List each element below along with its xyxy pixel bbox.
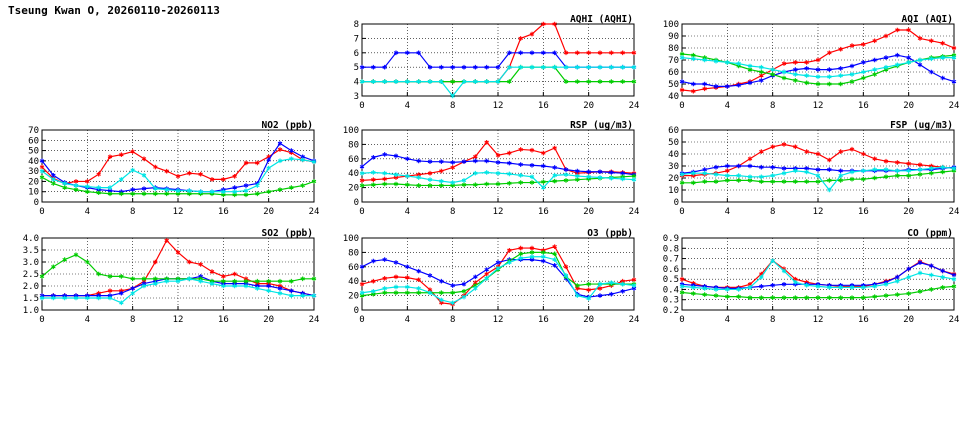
x-tick-label: 8	[449, 315, 456, 325]
y-tick-label: 0.7	[662, 254, 679, 265]
y-tick-label: 100	[662, 20, 679, 30]
chart-so2	[10, 228, 320, 326]
y-tick-label: 60	[348, 154, 359, 165]
y-tick-label: 40	[348, 169, 359, 180]
y-tick-label: 0.9	[662, 234, 679, 244]
x-tick-label: 8	[449, 207, 456, 217]
x-tick-label: 12	[172, 207, 184, 217]
x-tick-label: 8	[769, 101, 776, 111]
chart-fsp	[650, 120, 960, 218]
x-tick-label: 0	[679, 315, 685, 325]
x-tick-label: 16	[217, 315, 229, 325]
y-tick-label: 0.5	[662, 275, 679, 286]
x-tick-label: 20	[903, 207, 915, 217]
x-tick-label: 24	[628, 101, 640, 111]
y-tick-label: 70	[668, 56, 679, 66]
y-tick-label: 60	[668, 126, 679, 136]
chart-title: CO (ppm)	[907, 228, 953, 239]
y-tick-label: 4.0	[22, 234, 39, 244]
chart-o3	[330, 228, 640, 326]
y-tick-label: 1.0	[22, 306, 39, 316]
y-tick-label: 0.3	[662, 295, 679, 306]
x-tick-label: 20	[583, 101, 595, 111]
y-tick-label: 4	[353, 77, 359, 88]
y-tick-label: 30	[668, 162, 679, 172]
y-tick-label: 70	[28, 126, 39, 136]
x-tick-label: 4	[404, 315, 411, 325]
chart-aqhi	[330, 14, 640, 112]
x-tick-label: 12	[492, 207, 504, 217]
y-tick-label: 0	[353, 306, 359, 316]
chart-title: AQHI (AQHI)	[570, 14, 633, 25]
y-tick-label: 3	[353, 92, 359, 102]
chart-title: O3 (ppb)	[587, 228, 633, 239]
y-tick-label: 40	[348, 277, 359, 288]
y-tick-label: 50	[668, 80, 679, 90]
x-tick-label: 0	[359, 315, 365, 325]
y-tick-label: 40	[668, 150, 679, 160]
y-tick-label: 2.5	[22, 270, 39, 280]
y-tick-label: 10	[28, 187, 39, 198]
y-tick-label: 50	[668, 138, 679, 148]
plot-area	[330, 120, 640, 218]
y-tick-label: 40	[668, 92, 679, 102]
y-tick-label: 0	[673, 198, 679, 208]
x-tick-label: 24	[308, 207, 320, 217]
x-tick-label: 16	[217, 207, 229, 217]
plot-area	[650, 228, 960, 326]
x-tick-label: 24	[948, 207, 960, 217]
x-tick-label: 20	[583, 207, 595, 217]
y-tick-label: 30	[28, 167, 39, 178]
plot-area	[330, 228, 640, 326]
plot-area	[10, 120, 320, 218]
page-title: Tseung Kwan O, 20260110-20260113	[8, 4, 220, 17]
chart-title: FSP (ug/m3)	[890, 120, 953, 131]
y-tick-label: 6	[353, 48, 359, 59]
x-tick-label: 24	[628, 315, 640, 325]
y-tick-label: 100	[342, 234, 359, 244]
y-tick-label: 80	[668, 44, 679, 54]
x-tick-label: 12	[492, 101, 504, 111]
y-tick-label: 40	[28, 156, 39, 167]
y-tick-label: 5	[353, 63, 359, 74]
chart-title: AQI (AQI)	[901, 14, 953, 25]
x-tick-label: 8	[449, 101, 456, 111]
y-tick-label: 0.6	[662, 264, 679, 275]
y-tick-label: 20	[668, 174, 679, 184]
x-tick-label: 0	[359, 101, 365, 111]
x-tick-label: 16	[537, 315, 549, 325]
chart-no2	[10, 120, 320, 218]
x-tick-label: 8	[129, 315, 136, 325]
x-tick-label: 20	[583, 315, 595, 325]
x-tick-label: 0	[359, 207, 365, 217]
y-tick-label: 20	[348, 291, 359, 302]
plot-area	[650, 14, 960, 112]
chart-co	[650, 228, 960, 326]
x-tick-label: 20	[263, 315, 275, 325]
plot-area	[10, 228, 320, 326]
y-tick-label: 0	[353, 198, 359, 208]
x-tick-label: 16	[537, 207, 549, 217]
x-tick-label: 12	[812, 101, 824, 111]
x-tick-label: 4	[404, 207, 411, 217]
chart-aqi	[650, 14, 960, 112]
y-tick-label: 60	[668, 68, 679, 78]
x-tick-label: 20	[903, 101, 915, 111]
y-tick-label: 0.8	[662, 244, 679, 255]
y-tick-label: 50	[28, 146, 39, 157]
x-tick-label: 24	[948, 315, 960, 325]
x-tick-label: 24	[308, 315, 320, 325]
chart-title: SO2 (ppb)	[261, 228, 313, 239]
chart-title: RSP (ug/m3)	[570, 120, 633, 131]
x-tick-label: 12	[812, 207, 824, 217]
x-tick-label: 8	[769, 207, 776, 217]
x-tick-label: 16	[857, 207, 869, 217]
y-tick-label: 7	[353, 34, 359, 45]
x-tick-label: 8	[769, 315, 776, 325]
y-tick-label: 0	[33, 198, 39, 208]
x-tick-label: 4	[724, 207, 731, 217]
x-tick-label: 0	[39, 207, 45, 217]
y-tick-label: 20	[28, 177, 39, 188]
y-tick-label: 0.2	[662, 306, 679, 316]
x-tick-label: 24	[628, 207, 640, 217]
y-tick-label: 8	[353, 20, 359, 30]
x-tick-label: 20	[263, 207, 275, 217]
x-tick-label: 8	[129, 207, 136, 217]
x-tick-label: 24	[948, 101, 960, 111]
chart-rsp	[330, 120, 640, 218]
x-tick-label: 4	[404, 101, 411, 111]
y-tick-label: 0.4	[662, 285, 679, 296]
y-tick-label: 2.0	[22, 282, 39, 292]
y-tick-label: 80	[348, 140, 359, 151]
x-tick-label: 4	[724, 101, 731, 111]
x-tick-label: 4	[84, 207, 91, 217]
x-tick-label: 0	[679, 207, 685, 217]
y-tick-label: 60	[348, 262, 359, 273]
x-tick-label: 12	[812, 315, 824, 325]
x-tick-label: 16	[857, 315, 869, 325]
y-tick-label: 10	[668, 186, 679, 196]
y-tick-label: 1.5	[22, 294, 39, 304]
x-tick-label: 20	[903, 315, 915, 325]
x-tick-label: 12	[172, 315, 184, 325]
y-tick-label: 80	[348, 248, 359, 259]
x-tick-label: 0	[679, 101, 685, 111]
y-tick-label: 20	[348, 183, 359, 194]
plot-area	[330, 14, 640, 112]
series-cyan	[680, 258, 956, 291]
x-tick-label: 16	[537, 101, 549, 111]
plot-area	[650, 120, 960, 218]
y-tick-label: 3.5	[22, 246, 39, 256]
x-tick-label: 16	[857, 101, 869, 111]
y-tick-label: 3.0	[22, 258, 39, 268]
x-tick-label: 4	[724, 315, 731, 325]
y-tick-label: 60	[28, 136, 39, 147]
y-tick-label: 100	[342, 126, 359, 136]
y-tick-label: 90	[668, 32, 679, 42]
x-tick-label: 4	[84, 315, 91, 325]
x-tick-label: 12	[492, 315, 504, 325]
x-tick-label: 0	[39, 315, 45, 325]
chart-title: NO2 (ppb)	[261, 120, 313, 131]
